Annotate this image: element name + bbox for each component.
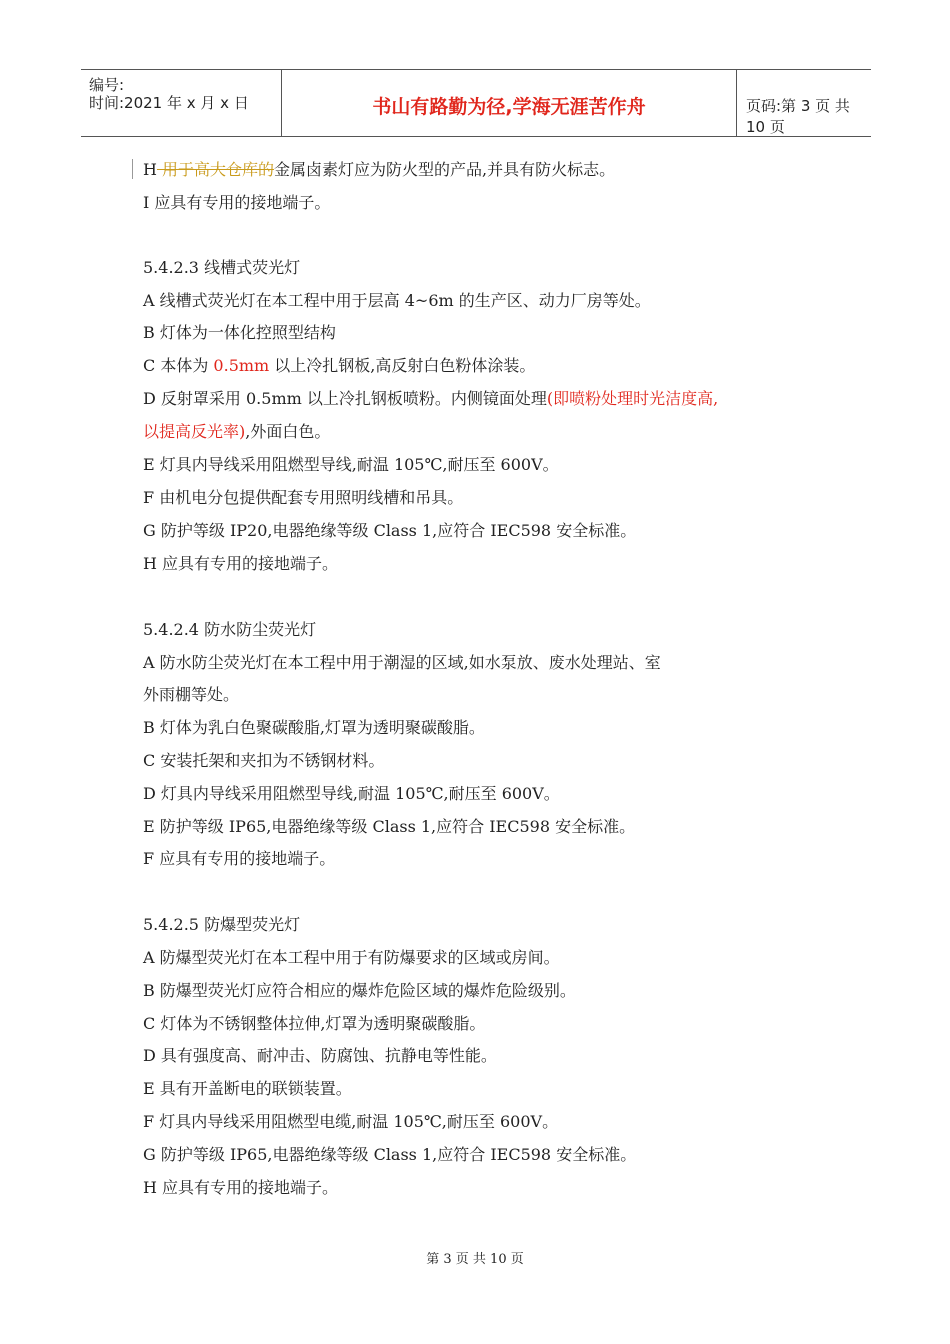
body-line: A 防爆型荧光灯在本工程中用于有防爆要求的区域或房间。	[143, 948, 560, 967]
highlighted-text: (即喷粉处理时光洁度高,	[546, 389, 719, 408]
body-line: H 应具有专用的接地端子。	[143, 554, 339, 573]
body-line: E 灯具内导线采用阻燃型导线,耐温 105℃,耐压至 600V。	[143, 455, 559, 474]
body-line: D 具有强度高、耐冲击、防腐蚀、抗静电等性能。	[143, 1046, 497, 1065]
header-motto: 书山有路勤为径,学海无涯苦作舟	[372, 96, 646, 118]
serial-number-label: 编号:	[89, 76, 125, 94]
section-heading: 5.4.2.4 防水防尘荧光灯	[143, 620, 317, 639]
section-heading: 5.4.2.5 防爆型荧光灯	[143, 915, 301, 934]
body-line: A 线槽式荧光灯在本工程中用于层高 4~6m 的生产区、动力厂房等处。	[143, 291, 651, 310]
body-line: F 应具有专用的接地端子。	[143, 849, 336, 868]
body-line: C 灯体为不锈钢整体拉伸,灯罩为透明聚碳酸脂。	[143, 1014, 486, 1033]
body-line: F 由机电分包提供配套专用照明线槽和吊具。	[143, 488, 464, 507]
line-text: 以上冷扎钢板,高反射白色粉体涂装。	[269, 356, 536, 375]
header-table	[81, 69, 871, 137]
body-line: B 灯体为一体化控照型结构	[143, 323, 336, 342]
header-right-cell	[736, 70, 871, 136]
body-line: A 防水防尘荧光灯在本工程中用于潮湿的区域,如水泵放、废水处理站、室	[143, 653, 661, 672]
line-text: ,外面白色。	[245, 422, 331, 441]
page-footer: 第 3 页 共 10 页	[426, 1252, 524, 1267]
body-line: H 应具有专用的接地端子。	[143, 1178, 339, 1197]
line-text: D 反射罩采用 0.5mm 以上冷扎钢板喷粉。内侧镜面处理	[143, 389, 547, 408]
revision-bar	[132, 159, 133, 179]
body-line	[143, 389, 718, 409]
body-line: G 防护等级 IP20,电器绝缘等级 Class 1,应符合 IEC598 安全标准。	[143, 521, 637, 540]
body-line: C 安装托架和夹扣为不锈钢材料。	[143, 751, 385, 770]
body-line: F 灯具内导线采用阻燃型电缆,耐温 105℃,耐压至 600V。	[143, 1112, 559, 1131]
body-line: 外雨棚等处。	[143, 685, 240, 704]
header-center-cell	[281, 70, 737, 136]
deleted-text: 用于高大仓库的	[156, 160, 275, 179]
body-line: E 防护等级 IP65,电器绝缘等级 Class 1,应符合 IEC598 安全标准。	[143, 817, 636, 836]
highlighted-text: 以提高反光率)	[143, 422, 246, 441]
body-line: B 防爆型荧光灯应符合相应的爆炸危险区域的爆炸危险级别。	[143, 981, 576, 1000]
body-line: E 具有开盖断电的联锁装置。	[143, 1079, 352, 1098]
body-line: D 灯具内导线采用阻燃型导线,耐温 105℃,耐压至 600V。	[143, 784, 560, 803]
body-line	[143, 422, 330, 442]
section-heading: 5.4.2.3 线槽式荧光灯	[143, 258, 301, 277]
line-text: C 本体为	[143, 356, 214, 375]
highlighted-text: 0.5mm	[213, 356, 270, 375]
body-line: B 灯体为乳白色聚碳酸脂,灯罩为透明聚碳酸脂。	[143, 718, 485, 737]
header-page-label: 页码:第 3 页 共 10 页	[746, 97, 850, 136]
body-line	[143, 160, 615, 180]
item-letter: H	[143, 160, 157, 179]
date-label: 时间:2021 年 x 月 x 日	[89, 94, 249, 112]
body-line	[143, 356, 535, 376]
header-left-cell	[81, 70, 281, 136]
body-line: G 防护等级 IP65,电器绝缘等级 Class 1,应符合 IEC598 安全标准。	[143, 1145, 637, 1164]
body-line: I 应具有专用的接地端子。	[143, 193, 331, 212]
line-text: 金属卤素灯应为防火型的产品,并具有防火标志。	[274, 160, 616, 179]
